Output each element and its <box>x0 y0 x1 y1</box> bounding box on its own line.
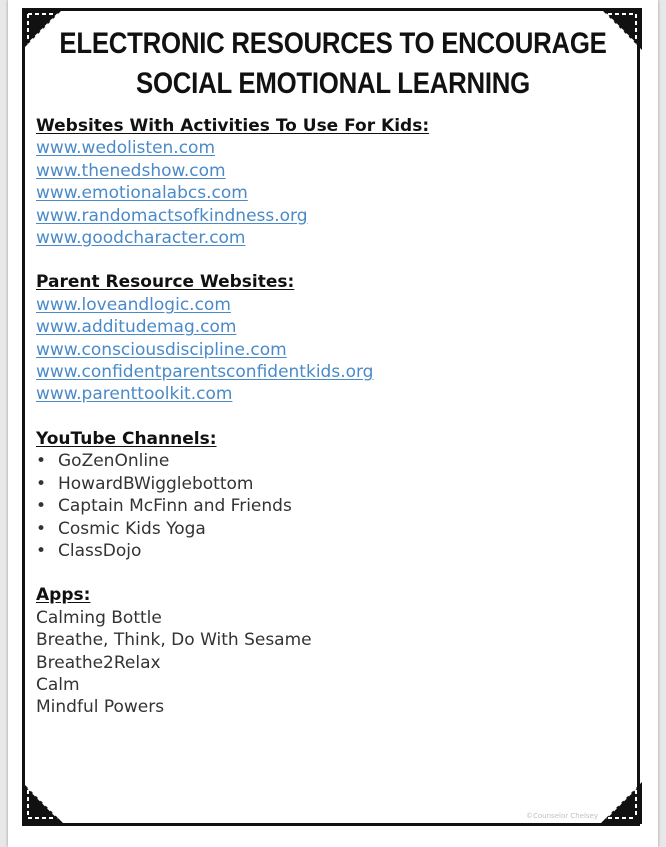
content-body <box>36 115 626 741</box>
link-additudemag[interactable]: www.additudemag.com <box>36 317 237 338</box>
kids-websites-heading: Websites With Activities To Use For Kids: <box>36 116 430 136</box>
link-randomactsofkindness[interactable]: www.randomactsofkindness.org <box>36 205 308 226</box>
youtube-item-label: Captain McFinn and Friends <box>58 496 292 517</box>
link-loveandlogic[interactable]: www.loveandlogic.com <box>36 294 231 315</box>
app-item: Breathe2Relax <box>36 652 161 673</box>
apps-section <box>36 584 626 718</box>
bullet-icon: • <box>36 496 47 517</box>
kids-websites-section <box>36 115 626 249</box>
apps-heading: Apps: <box>36 585 91 606</box>
link-confidentparents[interactable]: www.confidentparentsconfidentkids.org <box>36 362 374 383</box>
youtube-item-label: Cosmic Kids Yoga <box>58 518 206 539</box>
link-thenedshow[interactable]: www.thenedshow.com <box>36 160 226 181</box>
link-parenttoolkit[interactable]: www.parenttoolkit.com <box>36 384 233 405</box>
bullet-icon: • <box>36 540 47 561</box>
youtube-item-label: GoZenOnline <box>58 451 170 472</box>
copyright-credit: ©Counselor Chelsey <box>526 812 598 820</box>
youtube-item-label: ClassDojo <box>58 540 142 561</box>
bullet-icon: • <box>36 518 47 539</box>
title-line-1: ELECTRONIC RESOURCES TO ENCOURAGE <box>59 27 607 60</box>
link-consciousdiscipline[interactable]: www.consciousdiscipline.com <box>36 339 287 360</box>
youtube-heading: YouTube Channels: <box>36 428 217 449</box>
page-title <box>54 24 613 104</box>
link-goodcharacter[interactable]: www.goodcharacter.com <box>36 228 246 249</box>
app-item: Breathe, Think, Do With Sesame <box>36 630 312 651</box>
youtube-section <box>36 428 626 562</box>
corner-ornament-bottom-left <box>20 780 66 826</box>
link-wedolisten[interactable]: www.wedolisten.com <box>36 138 216 159</box>
bullet-icon: • <box>36 473 47 494</box>
list-item <box>36 473 626 495</box>
link-emotionalabcs[interactable]: www.emotionalabcs.com <box>36 183 248 204</box>
bullet-icon: • <box>36 451 47 472</box>
youtube-item-label: HowardBWigglebottom <box>58 473 254 494</box>
app-item: Calm <box>36 674 80 695</box>
youtube-list <box>36 450 626 562</box>
corner-ornament-bottom-right <box>598 780 644 826</box>
list-item <box>36 450 626 472</box>
list-item <box>36 495 626 517</box>
document-page <box>8 0 658 847</box>
list-item <box>36 540 626 562</box>
parent-websites-section <box>36 271 626 405</box>
list-item <box>36 518 626 540</box>
app-item: Mindful Powers <box>36 697 165 718</box>
title-line-2: SOCIAL EMOTIONAL LEARNING <box>136 67 530 100</box>
app-item: Calming Bottle <box>36 607 162 628</box>
parent-websites-heading: Parent Resource Websites: <box>36 272 295 293</box>
